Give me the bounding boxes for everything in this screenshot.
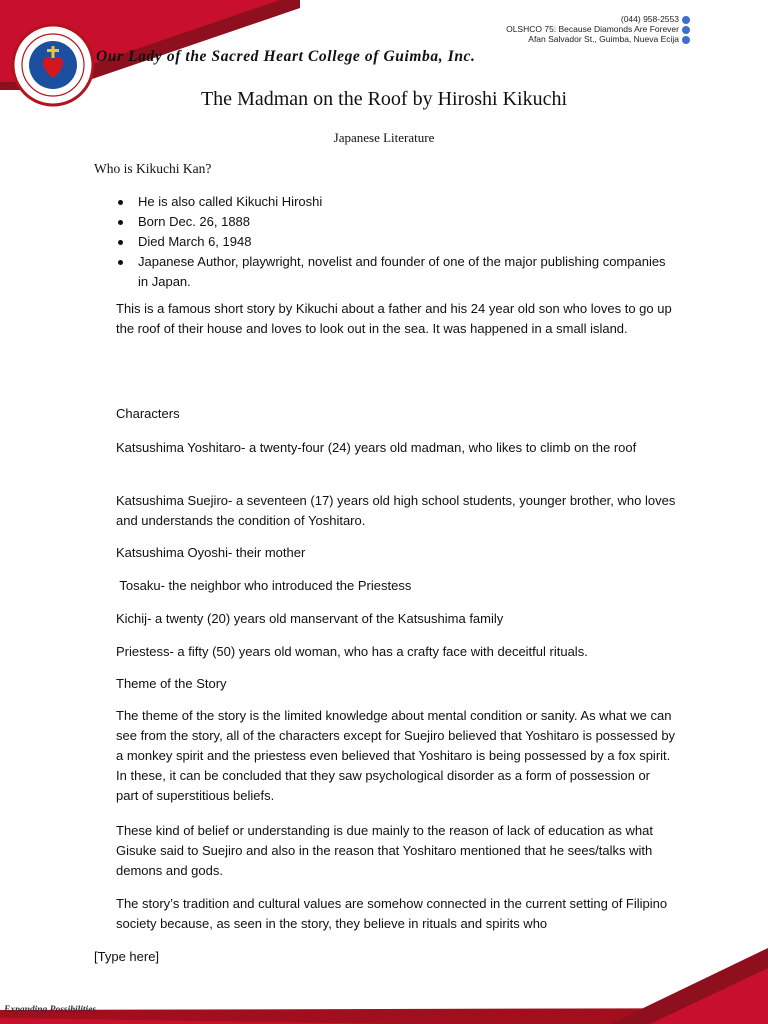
facebook-page[interactable]: OLSHCO 75: Because Diamonds Are Forever [506,24,679,34]
list-item: Japanese Author, playwright, novelist and founder of one of the major publishing companies in Japan. [116,252,676,292]
question-heading: Who is Kikuchi Kan? [94,161,212,176]
character-entry: Priestess- a fifty (50) years old woman, who has a crafty face with deceitful rituals. [116,644,588,659]
theme-paragraph: The theme of the story is the limited knowledge about mental condition or sanity. As what we can see from the story, all of the characters except for Suejiro believed that Yoshitaro is possessed by a monkey spirit and the priestess even believed that Yoshitaro is being possessed by a fox spirit. In these, it can be concluded that they saw psychological disorder as a form of possession or part of superstitious beliefs. [116,708,676,803]
list-item: Born Dec. 26, 1888 [116,212,676,232]
address: Afan Salvador St., Guimba, Nueva Ecija [528,34,679,44]
footer-tagline: Expanding Possibilities [4,1005,97,1015]
theme-paragraph: The story’s tradition and cultural values are somehow connected in the current setting of Filipino society because, as seen in the story, they believe in rituals and spirits who [116,896,668,931]
theme-paragraph: These kind of belief or understanding is due mainly to the reason of lack of education as what Gisuke said to Suejiro and also in the reason that Yoshitaro mentioned that he sees/talks with demons and gods. [116,823,653,878]
college-name: Our Lady of the Sacred Heart College of Guimba, Inc. [96,48,476,65]
intro-paragraph: This is a famous short story by Kikuchi about a father and his 24 year old son who loves to go up the roof of their house and loves to look out in the sea. It was happened in a small island. [116,301,672,336]
list-item: Died March 6, 1948 [116,232,676,252]
list-item: He is also called Kikuchi Hiroshi [116,192,676,212]
footer-placeholder: [Type here] [94,949,160,964]
document-subtitle: Japanese Literature [333,130,435,145]
author-facts-list [116,192,676,292]
character-entry: Katsushima Suejiro- a seventeen (17) years old high school students, younger brother, who loves and understands the condition of Yoshitaro. [116,493,676,528]
character-entry: Tosaku- the neighbor who introduced the Priestess [116,578,412,593]
phone-icon [682,16,690,24]
characters-heading: Characters [116,406,180,421]
contact-block [506,14,690,44]
location-pin-icon [682,36,690,44]
character-entry: Katsushima Yoshitaro- a twenty-four (24) years old madman, who likes to climb on the roof [116,440,637,455]
theme-heading: Theme of the Story [116,676,227,691]
document-title: The Madman on the Roof by Hiroshi Kikuchi [200,88,568,110]
facebook-icon [682,26,690,34]
character-entry: Kichij- a twenty (20) years old manservant of the Katsushima family [116,611,504,626]
phone-number: (044) 958-2553 [620,14,679,24]
character-entry: Katsushima Oyoshi- their mother [116,545,306,560]
